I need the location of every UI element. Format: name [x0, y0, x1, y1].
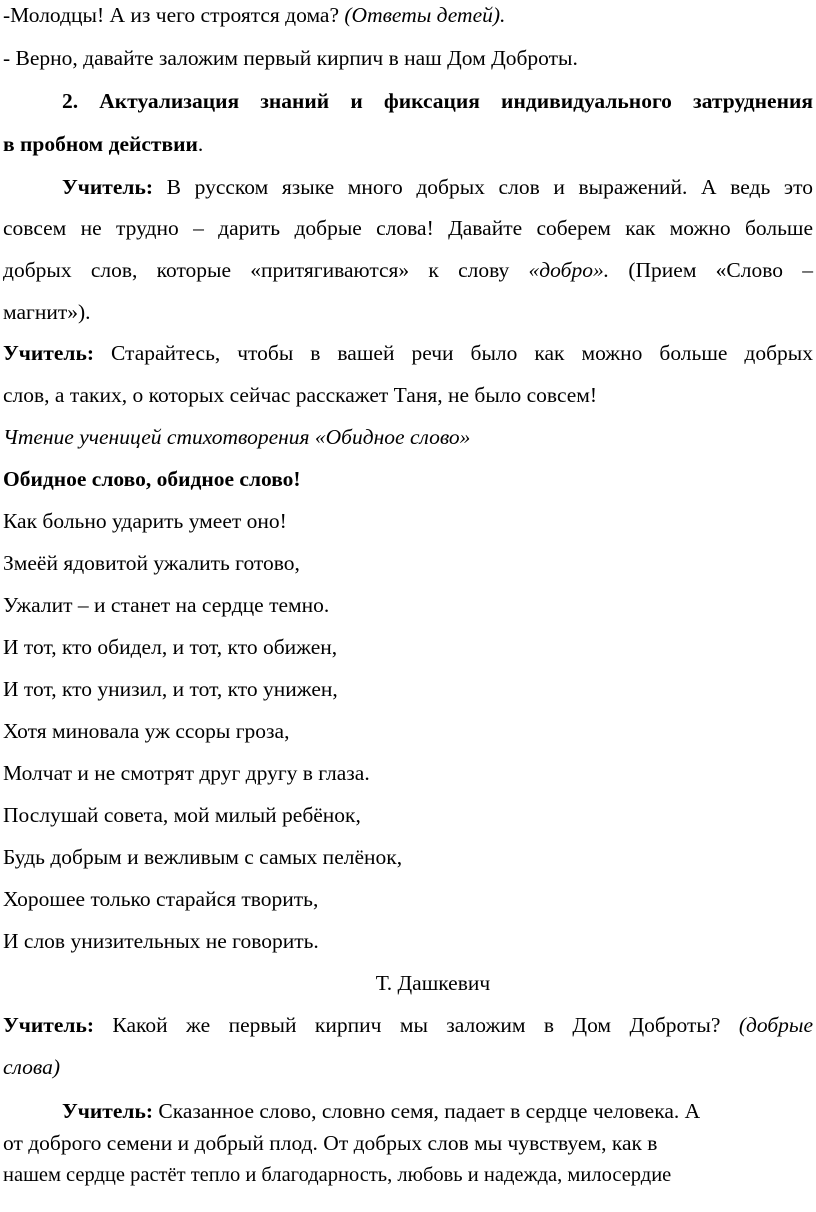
- text: Старайтесь, чтобы в вашей речи было как можно больше добрых: [94, 341, 813, 365]
- teacher-paragraph-4-line2: от доброго семени и добрый плод. От добрых слов мы чувствуем, как в: [3, 1131, 658, 1155]
- poem-line: Змеёй ядовитой ужалить готово,: [3, 551, 300, 575]
- teacher-paragraph-1-line4: магнит»).: [3, 300, 91, 324]
- text: -Молодцы! А из чего строятся дома?: [3, 3, 345, 27]
- section-heading-line1: [62, 91, 813, 113]
- speaker-label: Учитель:: [3, 341, 94, 365]
- heading-text: в пробном действии: [3, 132, 198, 156]
- poem-line: Молчат и не смотрят друг другу в глаза.: [3, 761, 370, 785]
- italic-note: слова): [3, 1055, 61, 1079]
- poem-line: Будь добрым и вежливым с самых пелёнок,: [3, 845, 403, 869]
- reading-note: [3, 427, 470, 449]
- italic-note: (Ответы детей).: [344, 3, 506, 27]
- poem-line: Хотя миновала уж ссоры гроза,: [3, 719, 290, 743]
- heading-text: 2. Актуализация знаний и фиксация индивидуального затруднения: [62, 89, 813, 113]
- teacher-paragraph-4-line1: [62, 1101, 700, 1123]
- paragraph-answer-prompt: [3, 5, 505, 27]
- poem-line: И слов унизительных не говорить.: [3, 929, 319, 953]
- section-heading-line2: [3, 134, 203, 156]
- italic-word: «добро».: [528, 258, 610, 282]
- speaker-label: Учитель:: [62, 175, 153, 199]
- text: (Прием «Слово –: [609, 258, 813, 282]
- text: добрых слов, которые «притягиваются» к слову: [3, 258, 529, 282]
- teacher-paragraph-1-line2: совсем не трудно – дарить добрые слова! Давайте соберем как можно больше: [3, 216, 813, 240]
- heading-tail: .: [197, 132, 204, 156]
- paragraph-first-brick: - Верно, давайте заложим первый кирпич в наш Дом Доброты.: [3, 46, 578, 70]
- teacher-paragraph-3-line2: [3, 1057, 60, 1079]
- teacher-paragraph-3-line1: [3, 1015, 813, 1037]
- text: Сказанное слово, словно семя, падает в сердце человека. А: [153, 1099, 701, 1123]
- italic-note: Чтение ученицей стихотворения «Обидное слово»: [3, 425, 471, 449]
- italic-note: (добрые: [738, 1013, 813, 1037]
- teacher-paragraph-1-line1: [62, 177, 813, 199]
- poem-line: Ужалит – и станет на сердце темно.: [3, 593, 330, 617]
- poem-line: И тот, кто унизил, и тот, кто унижен,: [3, 677, 338, 701]
- teacher-paragraph-2-line1: [3, 343, 813, 365]
- teacher-paragraph-1-line3: [3, 260, 813, 282]
- poem-author: Т. Дашкевич: [375, 971, 491, 995]
- poem-line: И тот, кто обидел, и тот, кто обижен,: [3, 635, 338, 659]
- teacher-paragraph-2-line2: слов, а таких, о которых сейчас расскажет Таня, не было совсем!: [3, 383, 598, 407]
- text: В русском языке много добрых слов и выражений. А ведь это: [153, 175, 813, 199]
- poem-title: [3, 469, 301, 491]
- speaker-label: Учитель:: [3, 1013, 94, 1037]
- poem-line: Как больно ударить умеет оно!: [3, 509, 287, 533]
- speaker-label: Учитель:: [62, 1099, 153, 1123]
- teacher-paragraph-4-line3: нашем сердце растёт тепло и благодарность, любовь и надежда, милосердие: [3, 1164, 672, 1186]
- poem-line: Хорошее только старайся творить,: [3, 887, 319, 911]
- text: Какой же первый кирпич мы заложим в Дом Доброты?: [94, 1013, 739, 1037]
- poem-title-text: Обидное слово, обидное слово!: [3, 467, 301, 491]
- poem-line: Послушай совета, мой милый ребёнок,: [3, 803, 361, 827]
